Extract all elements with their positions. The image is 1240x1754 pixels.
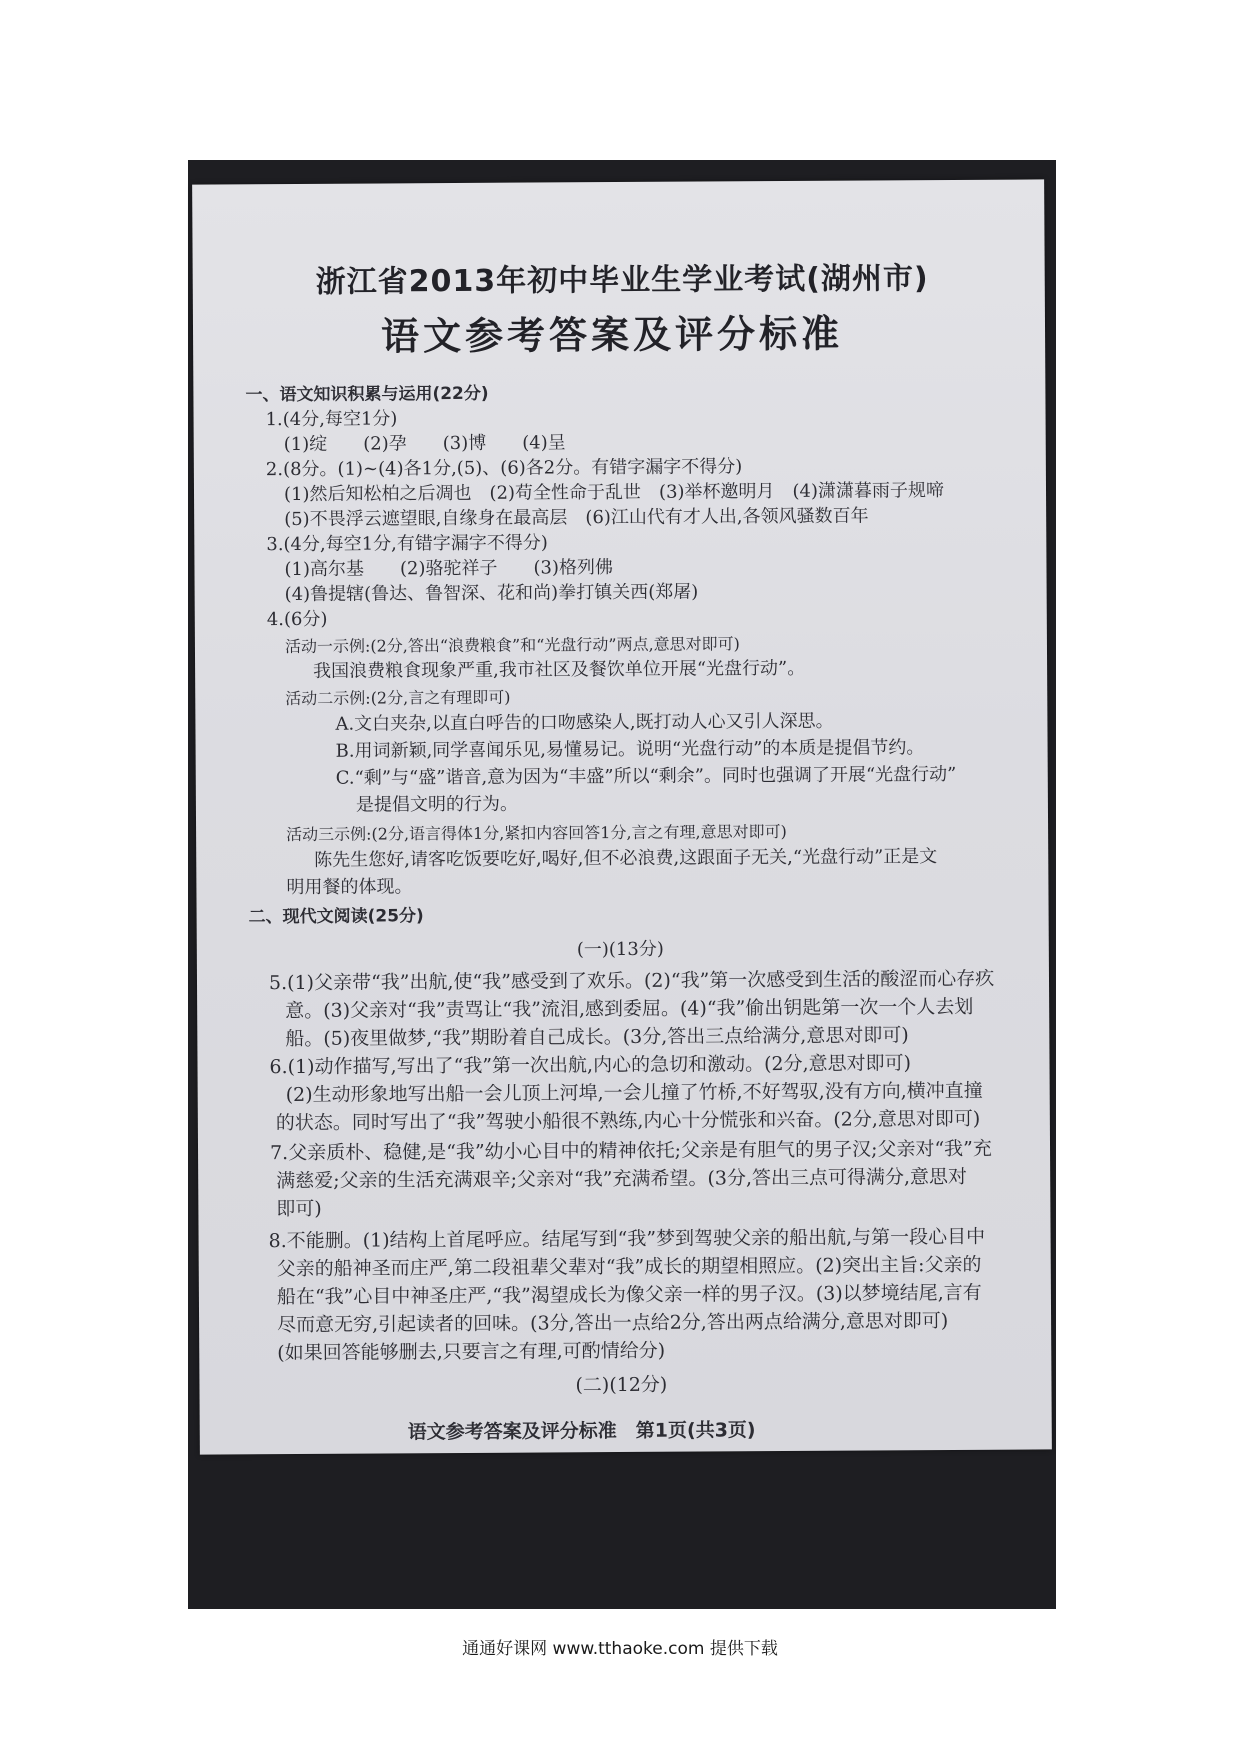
- text-line: (4)鲁提辖(鲁达、鲁智深、花和尚)拳打镇关西(郑屠): [284, 581, 699, 606]
- text-line: 是提倡文明的行为。: [355, 793, 518, 816]
- text-line: 6.(1)动作描写,写出了“我”第一次出航,内心的急切和激动。(2分,意思对即可): [269, 1052, 912, 1079]
- text-line: (1)绽 (2)孕 (3)博 (4)呈: [283, 432, 566, 456]
- text-line: 活动一示例:(2分,答出“浪费粮食”和“光盘行动”两点,意思对即可): [284, 634, 740, 657]
- text-line: 2.(8分。(1)~(4)各1分,(5)、(6)各2分。有错字漏字不得分): [265, 456, 743, 481]
- text-line: 8.不能删。(1)结构上首尾呼应。结尾写到“我”梦到驾驶父亲的船出航,与第一段心目中: [268, 1225, 986, 1253]
- text-line: A.文白夹杂,以直白呼告的口吻感染人,既打动人心又引人深思。: [335, 710, 834, 735]
- text-line: 父亲的船神圣而庄严,第二段祖辈父辈对“我”成长的期望相照应。(2)突出主旨:父亲的: [276, 1253, 982, 1281]
- section-heading-1: 一、语文知识积累与运用(22分): [245, 383, 489, 406]
- text-line: 满慈爱;父亲的生活充满艰辛;父亲对“我”充满希望。(3分,答出三点可得满分,意思对: [276, 1165, 968, 1193]
- subsection-heading: (二)(12分): [575, 1373, 668, 1397]
- text-line: B.用词新颖,同学喜闻乐见,易懂易记。说明“光盘行动”的本质是提倡节约。: [335, 737, 925, 762]
- text-line: 3.(4分,每空1分,有错字漏字不得分): [266, 532, 548, 556]
- text-line: (5)不畏浮云遮望眼,自缘身在最高层 (6)江山代有才人出,各领风骚数百年: [284, 505, 869, 531]
- text-line: 活动三示例:(2分,语言得体1分,紧扣内容回答1分,言之有理,意思对即可): [286, 821, 787, 845]
- answer-sheet-paper: [192, 179, 1052, 1454]
- document-title: 浙江省2013年初中毕业生学业考试(湖州市): [315, 261, 929, 300]
- text-line: 尽而意无穷,引起读者的回味。(3分,答出一点给2分,答出两点给满分,意思对即可): [277, 1310, 949, 1337]
- text-line: 即可): [276, 1197, 322, 1221]
- text-line: (如果回答能够删去,只要言之有理,可酌情给分): [277, 1339, 666, 1365]
- text-line: 船。(5)夜里做梦,“我”期盼着自己成长。(3分,答出三点给满分,意思对即可): [285, 1024, 909, 1051]
- text-line: 意。(3)父亲对“我”责骂让“我”流泪,感到委屈。(4)“我”偷出钥匙第一次一个人去划: [285, 995, 974, 1023]
- page-footer: 语文参考答案及评分标准 第1页(共3页): [407, 1419, 756, 1444]
- text-line: (2)生动形象地写出船一会儿顶上河埠,一会儿撞了竹桥,不好驾驭,没有方向,横冲直撞: [285, 1079, 983, 1107]
- text-line: (1)高尔基 (2)骆驼祥子 (3)格列佛: [284, 557, 614, 581]
- text-line: 1.(4分,每空1分): [265, 408, 398, 431]
- text-line: 的状态。同时写出了“我”驾驶小船很不熟练,内心十分慌张和兴奋。(2分,意思对即可): [275, 1107, 981, 1135]
- document-subtitle: 语文参考答案及评分标准: [380, 311, 844, 359]
- text-line: 船在“我”心目中神圣庄严,“我”渴望成长为像父亲一样的男子汉。(3)以梦境结尾,言有: [276, 1281, 982, 1309]
- text-line: 5.(1)父亲带“我”出航,使“我”感受到了欢乐。(2)“我”第一次感受到生活的酸涩而心存疚: [268, 967, 995, 995]
- text-line: (1)然后知松柏之后凋也 (2)苟全性命于乱世 (3)举杯邀明月 (4)潇潇暮雨子规啼: [283, 480, 945, 506]
- section-heading-2: 二、现代文阅读(25分): [248, 906, 424, 928]
- text-line: 明用餐的体现。: [286, 876, 413, 899]
- text-line: 活动二示例:(2分,言之有理即可): [285, 687, 511, 709]
- text-line: C.“剩”与“盛”谐音,意为因为“丰盛”所以“剩余”。同时也强调了开展“光盘行动”: [335, 763, 957, 789]
- scanned-photo: [188, 160, 1056, 1609]
- text-line: 我国浪费粮食现象严重,我市社区及餐饮单位开展“光盘行动”。: [313, 657, 806, 682]
- watermark-text: 通通好课网 www.tthaoke.com 提供下载: [462, 1639, 778, 1659]
- subsection-heading: (一)(13分): [576, 938, 664, 961]
- text-line: 4.(6分): [266, 608, 328, 631]
- text-line: 陈先生您好,请客吃饭要吃好,喝好,但不必浪费,这跟面子无关,“光盘行动”正是文: [314, 846, 938, 871]
- text-line: 7.父亲质朴、稳健,是“我”幼小心目中的精神依托;父亲是有胆气的男子汉;父亲对“我”充: [269, 1137, 992, 1165]
